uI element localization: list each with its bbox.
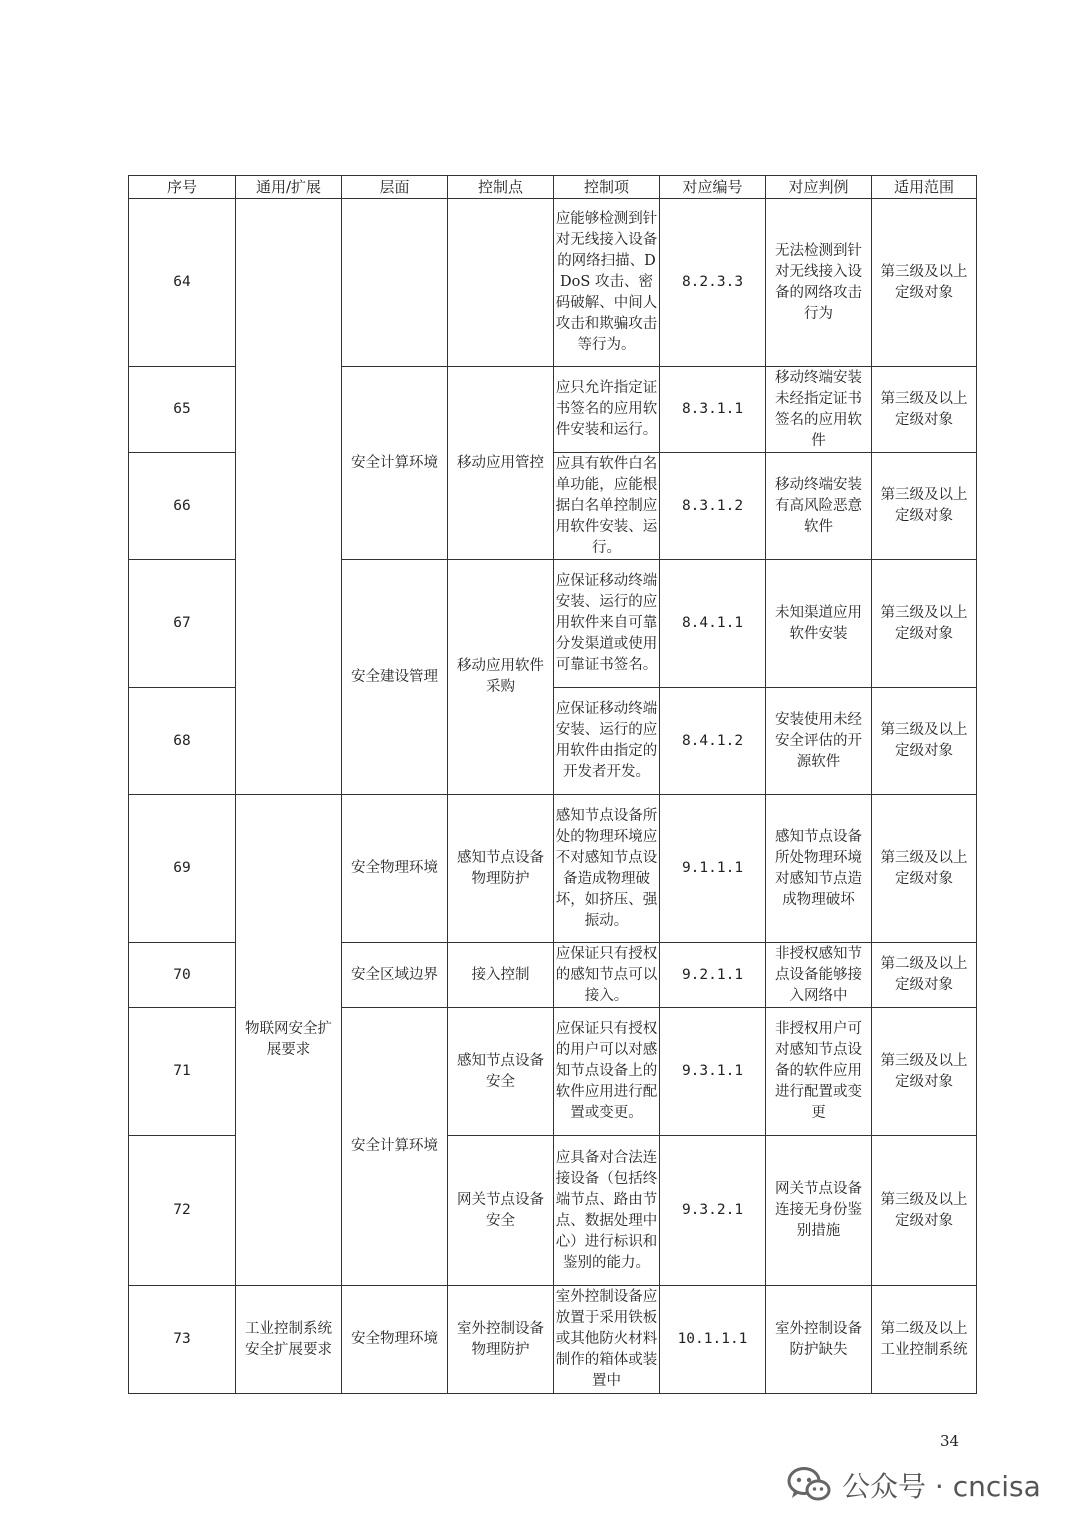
header-no: 序号 — [129, 176, 236, 199]
general-ext-cell — [236, 199, 342, 795]
header-code: 对应编号 — [660, 176, 766, 199]
code-cell: 8.3.1.1 — [660, 367, 766, 453]
header-general-ext: 通用/扩展 — [236, 176, 342, 199]
row-no: 67 — [129, 560, 236, 688]
table-row — [129, 1286, 977, 1394]
scope-cell: 第三级及以上定级对象 — [872, 199, 977, 367]
control-item: 应具备对合法连接设备（包括终端节点、路由节点、数据处理中心）进行标识和鉴别的能力。 — [554, 1136, 660, 1286]
layer-cell: 安全计算环境 — [342, 367, 448, 560]
header-scope: 适用范围 — [872, 176, 977, 199]
table-row — [129, 199, 977, 367]
row-no: 73 — [129, 1286, 236, 1394]
layer-cell: 安全物理环境 — [342, 1286, 448, 1394]
code-cell: 9.1.1.1 — [660, 795, 766, 943]
code-cell: 9.2.1.1 — [660, 943, 766, 1008]
row-no: 71 — [129, 1008, 236, 1136]
scope-cell: 第三级及以上定级对象 — [872, 1136, 977, 1286]
code-cell: 9.3.2.1 — [660, 1136, 766, 1286]
control-item: 应保证移动终端安装、运行的应用软件由指定的开发者开发。 — [554, 688, 660, 795]
control-point-cell: 移动应用管控 — [448, 367, 554, 560]
case-cell: 室外控制设备防护缺失 — [766, 1286, 872, 1394]
scope-cell: 第三级及以上定级对象 — [872, 560, 977, 688]
general-ext-cell: 物联网安全扩展要求 — [236, 795, 342, 1286]
code-cell: 8.3.1.2 — [660, 453, 766, 560]
page-number: 34 — [940, 1432, 960, 1450]
control-point-cell: 网关节点设备安全 — [448, 1136, 554, 1286]
row-no: 68 — [129, 688, 236, 795]
header-layer: 层面 — [342, 176, 448, 199]
scope-cell: 第三级及以上定级对象 — [872, 1008, 977, 1136]
header-control-item: 控制项 — [554, 176, 660, 199]
row-no: 72 — [129, 1136, 236, 1286]
case-cell: 安装使用未经安全评估的开源软件 — [766, 688, 872, 795]
scope-cell: 第三级及以上定级对象 — [872, 453, 977, 560]
header-control-point: 控制点 — [448, 176, 554, 199]
layer-cell: 安全计算环境 — [342, 1008, 448, 1286]
scope-cell: 第三级及以上定级对象 — [872, 795, 977, 943]
control-point-cell: 感知节点设备安全 — [448, 1008, 554, 1136]
case-cell: 网关节点设备连接无身份鉴别措施 — [766, 1136, 872, 1286]
layer-cell: 安全物理环境 — [342, 795, 448, 943]
control-point-cell — [448, 199, 554, 367]
scope-cell: 第二级及以上工业控制系统 — [872, 1286, 977, 1394]
control-point-cell: 感知节点设备物理防护 — [448, 795, 554, 943]
header-row — [129, 176, 977, 199]
standard-table — [128, 175, 977, 1394]
control-point-cell: 移动应用软件采购 — [448, 560, 554, 795]
control-item: 应能够检测到针对无线接入设备的网络扫描、DDoS 攻击、密码破解、中间人攻击和欺骗攻击等行为。 — [554, 199, 660, 367]
case-cell: 无法检测到针对无线接入设备的网络攻击行为 — [766, 199, 872, 367]
case-cell: 非授权用户可对感知节点设备的软件应用进行配置或变更 — [766, 1008, 872, 1136]
control-item: 感知节点设备所处的物理环境应不对感知节点设备造成物理破坏，如挤压、强振动。 — [554, 795, 660, 943]
table-row — [129, 795, 977, 943]
layer-cell: 安全区域边界 — [342, 943, 448, 1008]
row-no: 65 — [129, 367, 236, 453]
scope-cell: 第二级及以上定级对象 — [872, 943, 977, 1008]
case-cell: 未知渠道应用软件安装 — [766, 560, 872, 688]
control-item: 应保证移动终端安装、运行的应用软件来自可靠分发渠道或使用可靠证书签名。 — [554, 560, 660, 688]
case-cell: 移动终端安装有高风险恶意软件 — [766, 453, 872, 560]
watermark — [786, 1460, 1041, 1510]
row-no: 69 — [129, 795, 236, 943]
layer-cell: 安全建设管理 — [342, 560, 448, 795]
control-item: 应保证只有授权的用户可以对感知节点设备上的软件应用进行配置或变更。 — [554, 1008, 660, 1136]
code-cell: 8.4.1.1 — [660, 560, 766, 688]
general-ext-cell: 工业控制系统安全扩展要求 — [236, 1286, 342, 1394]
control-point-cell: 室外控制设备物理防护 — [448, 1286, 554, 1394]
row-no: 70 — [129, 943, 236, 1008]
code-cell: 8.4.1.2 — [660, 688, 766, 795]
watermark-text: 公众号 · cncisa — [842, 1470, 1041, 1503]
code-cell: 10.1.1.1 — [660, 1286, 766, 1394]
header-case: 对应判例 — [766, 176, 872, 199]
scope-cell: 第三级及以上定级对象 — [872, 688, 977, 795]
scope-cell: 第三级及以上定级对象 — [872, 367, 977, 453]
control-item: 应只允许指定证书签名的应用软件安装和运行。 — [554, 367, 660, 453]
case-cell: 移动终端安装未经指定证书签名的应用软件 — [766, 367, 872, 453]
layer-cell — [342, 199, 448, 367]
code-cell: 9.3.1.1 — [660, 1008, 766, 1136]
control-item: 室外控制设备应放置于采用铁板或其他防火材料制作的箱体或装置中 — [554, 1286, 660, 1394]
code-cell: 8.2.3.3 — [660, 199, 766, 367]
wechat-icon — [786, 1465, 832, 1505]
row-no: 64 — [129, 199, 236, 367]
control-point-cell: 接入控制 — [448, 943, 554, 1008]
row-no: 66 — [129, 453, 236, 560]
control-item: 应保证只有授权的感知节点可以接入。 — [554, 943, 660, 1008]
case-cell: 非授权感知节点设备能够接入网络中 — [766, 943, 872, 1008]
case-cell: 感知节点设备所处物理环境对感知节点造成物理破坏 — [766, 795, 872, 943]
control-item: 应具有软件白名单功能，应能根据白名单控制应用软件安装、运行。 — [554, 453, 660, 560]
